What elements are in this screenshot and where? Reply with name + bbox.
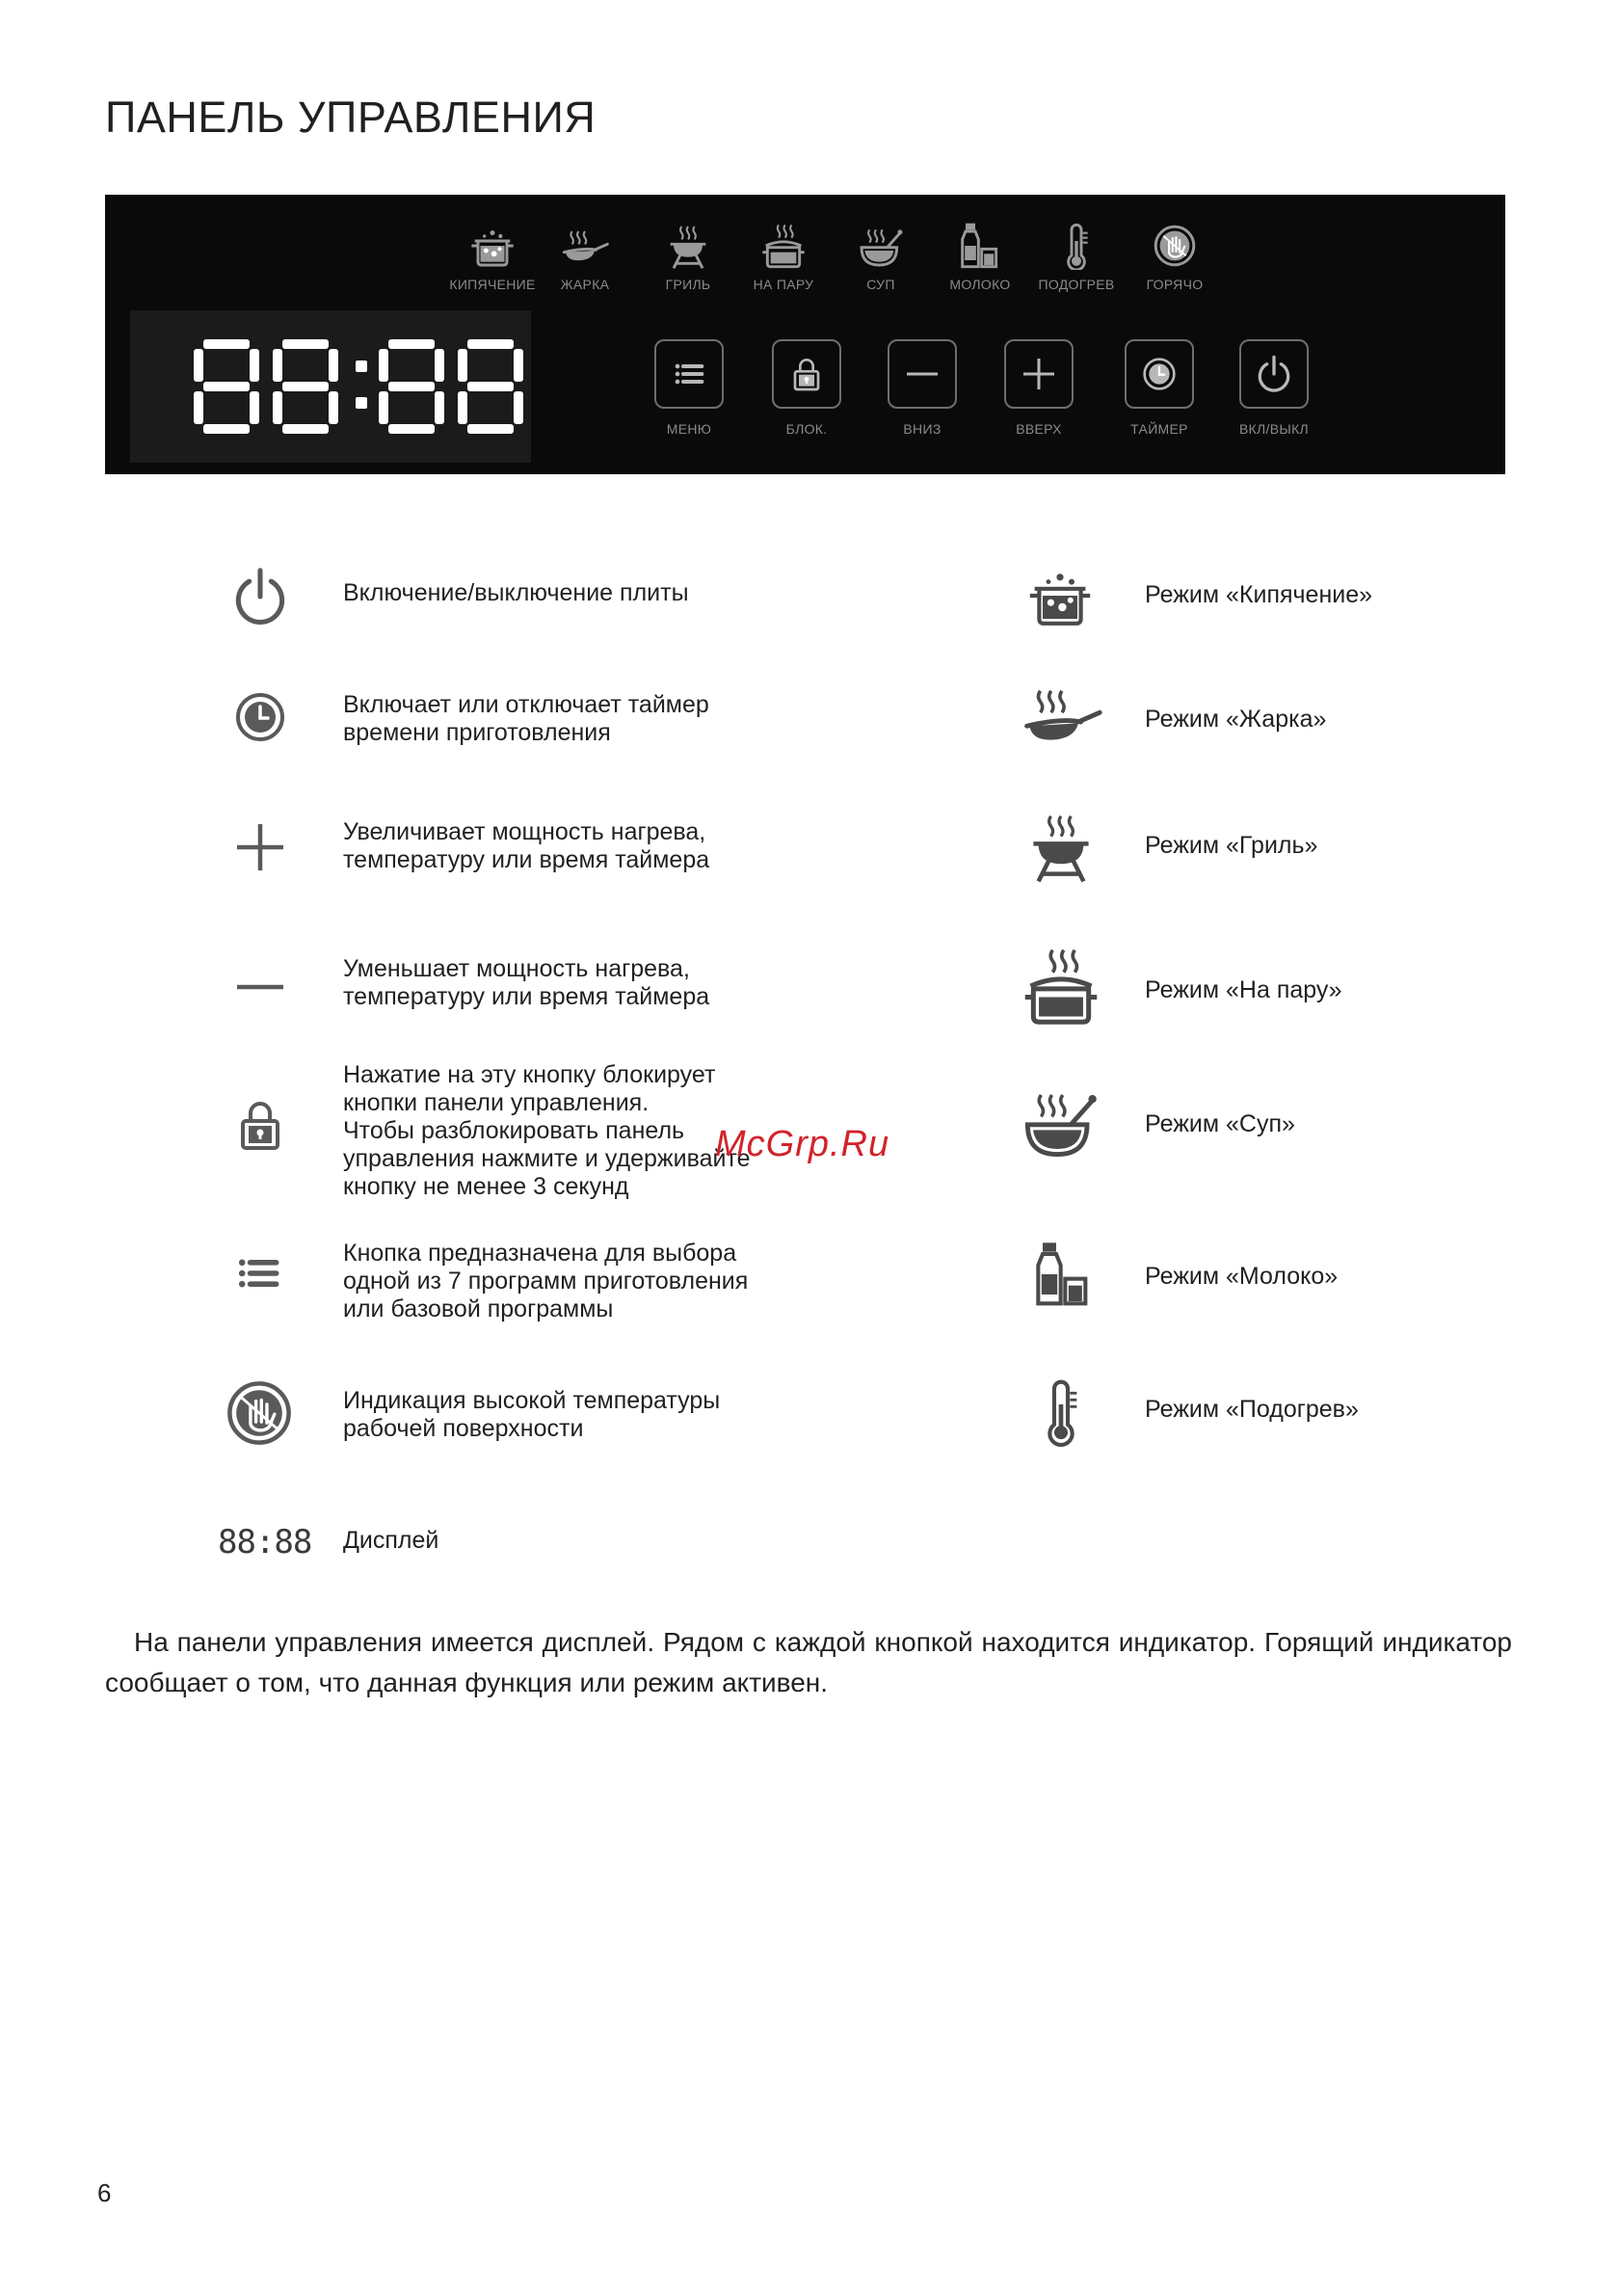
- page-number: 6: [97, 2178, 112, 2207]
- display-segment-g: [203, 382, 250, 391]
- steam-pot-icon: [755, 222, 812, 270]
- soup-bowl-icon: [852, 222, 910, 270]
- menu-list-icon: [656, 341, 722, 407]
- display-segment-f: [194, 349, 203, 382]
- lock-icon: [774, 341, 839, 407]
- display-segment-g: [388, 382, 435, 391]
- display-segment-a: [467, 339, 514, 349]
- display-segment-b: [435, 349, 444, 382]
- description-paragraph: [105, 1622, 1512, 1703]
- clock-icon: [1127, 341, 1192, 407]
- display-segment-c: [435, 391, 444, 424]
- display-icon: 88:88: [218, 1523, 312, 1562]
- mode-label-steam: НА ПАРУ: [753, 277, 814, 292]
- up-button-label: ВВЕРХ: [1016, 421, 1062, 437]
- minus-icon: [889, 341, 955, 407]
- power-icon: [1241, 341, 1307, 407]
- display-segment-a: [203, 339, 250, 349]
- legend-text-hot: Индикация высокой температуры рабочей поверхности: [343, 1387, 721, 1442]
- down-button-label: ВНИЗ: [903, 421, 942, 437]
- steam-pot-icon: [1020, 943, 1102, 1029]
- display-segment-g: [467, 382, 514, 391]
- lock-icon: [231, 1096, 289, 1154]
- menu-list-icon: [231, 1246, 285, 1300]
- power-icon: [227, 564, 293, 629]
- mode-label-grill: ГРИЛЬ: [665, 277, 711, 292]
- plus-icon: [1006, 341, 1072, 407]
- frying-pan-icon: [556, 222, 614, 270]
- display-segment-g: [282, 382, 329, 391]
- milk-bottle-icon: [1029, 1234, 1097, 1315]
- seven-segment-display: [130, 310, 531, 463]
- legend-text-minus: Уменьшает мощность нагрева, температуру или время таймера: [343, 955, 710, 1010]
- legend-text-display: Дисплей: [343, 1527, 439, 1554]
- legend-text-milk: Режим «Молоко»: [1145, 1263, 1339, 1290]
- mode-label-fry: ЖАРКА: [560, 277, 610, 292]
- down-button[interactable]: [888, 339, 957, 409]
- display-segment-d: [203, 424, 250, 434]
- watermark: McGrp.Ru: [715, 1124, 890, 1164]
- display-segment-c: [329, 391, 338, 424]
- milk-bottle-icon: [951, 222, 1009, 270]
- up-button[interactable]: [1004, 339, 1074, 409]
- legend-text-fry: Режим «Жарка»: [1145, 706, 1327, 733]
- legend-text-soup: Режим «Суп»: [1145, 1110, 1295, 1137]
- lock-button-label: БЛОК.: [785, 421, 828, 437]
- display-colon-dot: [356, 397, 367, 409]
- display-colon-dot: [356, 360, 367, 372]
- plus-icon: [231, 818, 289, 876]
- legend-text-boil: Режим «Кипячение»: [1145, 581, 1373, 608]
- display-segment-c: [250, 391, 259, 424]
- display-segment-f: [379, 349, 388, 382]
- legend-text-lock: Нажатие на эту кнопку блокирует кнопки панели управления. Чтобы разблокировать панель управления нажмите и удерживайте кнопку не менее 3 секунд: [343, 1061, 751, 1200]
- grill-icon: [1023, 808, 1099, 885]
- timer-button-label: ТАЙМЕР: [1130, 421, 1188, 437]
- frying-pan-icon: [1004, 675, 1120, 756]
- display-segment-a: [282, 339, 329, 349]
- display-segment-e: [458, 391, 467, 424]
- mode-label-soup: СУП: [866, 277, 895, 292]
- lock-button[interactable]: [772, 339, 841, 409]
- boil-icon: [1020, 561, 1101, 630]
- display-segment-f: [273, 349, 282, 382]
- legend-text-steam: Режим «На пару»: [1145, 976, 1342, 1003]
- legend-text-warm: Режим «Подогрев»: [1145, 1396, 1359, 1423]
- display-segment-e: [379, 391, 388, 424]
- minus-icon: [231, 958, 289, 1016]
- legend-text-timer: Включает или отключает таймер времени приготовления: [343, 691, 709, 746]
- display-segment-e: [273, 391, 282, 424]
- menu-button[interactable]: [654, 339, 724, 409]
- grill-icon: [659, 222, 717, 270]
- display-segment-b: [250, 349, 259, 382]
- description-text: На панели управления имеется дисплей. Рядом с каждой кнопкой находится индикатор. Горящий индикатор сообщает о том, что данная функция или режим активен.: [105, 1627, 1512, 1697]
- hot-hand-icon: [226, 1380, 292, 1446]
- mode-label-milk: МОЛОКО: [949, 277, 1011, 292]
- boil-icon: [464, 222, 521, 270]
- display-screen: [130, 310, 531, 463]
- display-segment-b: [514, 349, 523, 382]
- control-panel-illustration: [105, 195, 1505, 474]
- soup-bowl-icon: [1020, 1081, 1101, 1162]
- power-button-label: ВКЛ/ВЫКЛ: [1238, 421, 1310, 437]
- power-button[interactable]: [1239, 339, 1309, 409]
- display-segment-f: [458, 349, 467, 382]
- legend-text-power: Включение/выключение плиты: [343, 579, 689, 606]
- legend-text-menu: Кнопка предназначена для выбора одной из 7 программ приготовления или базовой программы: [343, 1240, 749, 1322]
- display-segment-a: [388, 339, 435, 349]
- page-title: ПАНЕЛЬ УПРАВЛЕНИЯ: [105, 93, 597, 142]
- display-segment-d: [388, 424, 435, 434]
- mode-label-warm: ПОДОГРЕВ: [1038, 277, 1115, 292]
- mode-label-hot: ГОРЯЧО: [1146, 277, 1204, 292]
- thermometer-icon: [1027, 1375, 1095, 1448]
- legend-text-grill: Режим «Гриль»: [1145, 832, 1318, 859]
- display-segment-b: [329, 349, 338, 382]
- display-segment-e: [194, 391, 203, 424]
- legend-text-plus: Увеличивает мощность нагрева, температуру или время таймера: [343, 818, 710, 873]
- mode-label-boil: КИПЯЧЕНИЕ: [449, 277, 536, 292]
- hot-hand-icon: [1146, 222, 1204, 270]
- timer-button[interactable]: [1125, 339, 1194, 409]
- display-segment-d: [282, 424, 329, 434]
- thermometer-icon: [1048, 222, 1105, 270]
- clock-icon: [231, 688, 289, 746]
- display-segment-c: [514, 391, 523, 424]
- display-segment-d: [467, 424, 514, 434]
- menu-button-label: МЕНЮ: [666, 421, 712, 437]
